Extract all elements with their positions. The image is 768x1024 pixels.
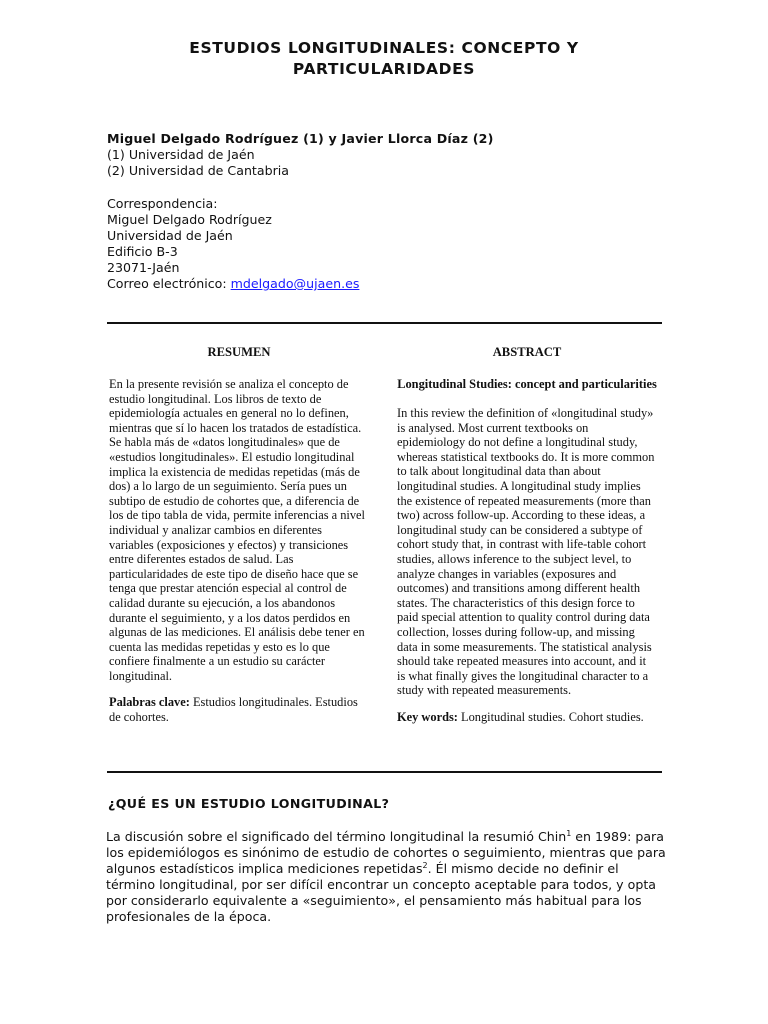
abstract-heading: ABSTRACT — [492, 345, 562, 359]
resumen-keywords-label: Palabras clave: — [109, 695, 190, 710]
resumen-keywords — [109, 695, 369, 724]
affiliation-1: (1) Universidad de Jaén — [107, 147, 255, 162]
resumen-keywords-text: Estudios longitudinales. Estudios de cohortes. — [109, 695, 358, 725]
divider-top — [107, 322, 662, 324]
abstract-keywords — [397, 710, 657, 725]
abstract-body: In this review the definition of «longitudinal study» is analysed. Most current textbooks on epidemiology do not define a longitudinal study, whereas statistical textbooks do. It is more common to talk about longitudinal data than about longitudinal studies. A longitudinal study implies the existence of repeated measurements (more than two) across follow-up. According to these ideas, a longitudinal study can be considered a subtype of cohort study that, in contrast with life-table cohort studies, allows inference to the subject level, to analyze changes in variables (exposures and outcomes) and transitions among different health states. The characteristics of this design force to paid special attention to quality control during data collection, losses during follow-up, and missing data in some measurements. The statistical analysis should take repeated measures into account, and it is what finally gives the longitudinal character to a study with repeated measurements. — [397, 406, 655, 698]
divider-bottom — [107, 771, 662, 773]
abstract-column — [397, 345, 657, 724]
email-label: Correo electrónico: — [107, 276, 231, 291]
footnote-ref-2[interactable]: 2 — [422, 861, 428, 870]
resumen-heading: RESUMEN — [207, 345, 271, 359]
section-heading: ¿QUÉ ES UN ESTUDIO LONGITUDINAL? — [108, 796, 390, 811]
correspondence-block — [107, 196, 667, 292]
paper-title — [0, 38, 768, 80]
section-paragraph — [106, 829, 666, 926]
paragraph-text-c: . Él mismo decide no definir el término longitudinal, por ser difícil encontrar un concepto aceptable para todos, y opta por considerarlo equivalente a «seguimiento», el pensamiento más habitual para los profesionales de la época. — [106, 861, 656, 925]
correspondence-line: Universidad de Jaén — [107, 228, 233, 243]
email-link[interactable]: mdelgado@ujaen.es — [230, 276, 360, 291]
correspondence-line: Miguel Delgado Rodríguez — [107, 212, 272, 227]
affiliation-2: (2) Universidad de Cantabria — [107, 163, 289, 178]
resumen-column — [109, 345, 369, 725]
paragraph-text-b: en 1989: para los epidemiólogos es sinónimo de estudio de cohortes o seguimiento, mientras que para algunos estadísticos implica mediciones repetidas — [106, 829, 666, 877]
paper-title-line-2: PARTICULARIDADES — [292, 60, 476, 78]
author-block — [107, 131, 667, 179]
footnote-ref-1[interactable]: 1 — [566, 828, 572, 838]
correspondence-line: Edificio B-3 — [107, 244, 178, 259]
paper-title-line-1: ESTUDIOS LONGITUDINALES: CONCEPTO Y — [189, 39, 579, 57]
abstract-subtitle: Longitudinal Studies: concept and particularities — [397, 377, 657, 391]
author-names: Miguel Delgado Rodríguez (1) y Javier Llorca Díaz (2) — [107, 131, 494, 146]
email-line — [107, 276, 667, 292]
resumen-body: En la presente revisión se analiza el concepto de estudio longitudinal. Los libros de texto de epidemiología actuales en general no lo definen, mientras que sí lo hacen los tratados de estadística. Se habla más de «datos longitudinales» que de «estudios longitudinales». El estudio longitudinal implica la existencia de medidas repetidas (más de dos) a lo largo de un seguimiento. Sería pues un subtipo de estudio de cohortes que, a diferencia de los de tipo tabla de vida, permite inferencias a nivel individual y analizar cambios en diferentes variables (exposiciones y efectos) y transiciones entre diferentes estados de salud. Las particularidades de este tipo de diseño hace que se tenga que prestar atención especial al control de calidad durante su ejecución, a los abandonos durante el seguimiento, y a los datos perdidos en algunas de las mediciones. El análisis debe tener en cuenta las medidas repetidas y esto es lo que confiere finalmente a un estudio su carácter longitudinal. — [109, 377, 365, 683]
paragraph-text-a: La discusión sobre el significado del término longitudinal la resumió Chin — [106, 829, 567, 844]
abstract-keywords-label: Key words: — [397, 709, 458, 724]
abstract-keywords-text: Longitudinal studies. Cohort studies. — [457, 709, 644, 724]
correspondence-heading: Correspondencia: — [107, 196, 218, 211]
correspondence-line: 23071-Jaén — [107, 260, 180, 275]
